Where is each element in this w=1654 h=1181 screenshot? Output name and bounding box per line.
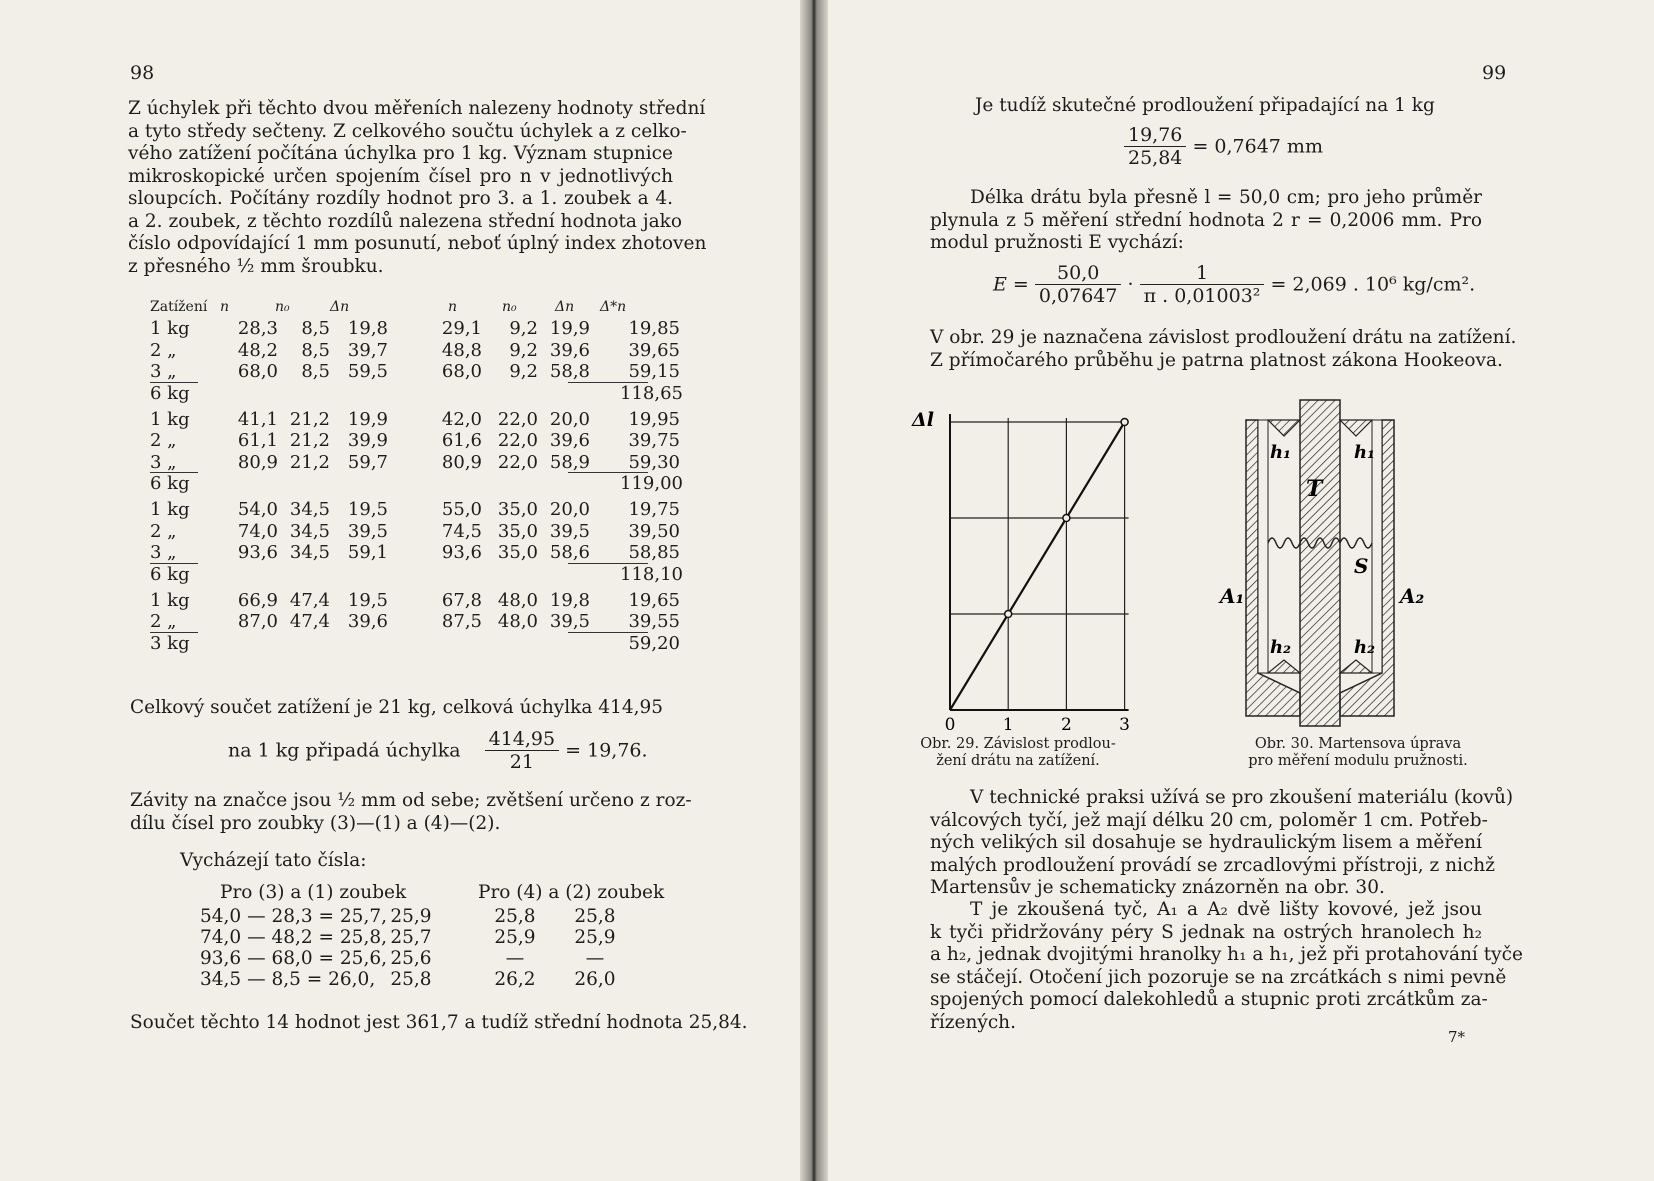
table-cell: 19,9 (347, 408, 388, 430)
fraction-denominator: π . 0,01003² (1143, 285, 1261, 307)
table-header-cell: n₀ (502, 299, 517, 315)
text-line: řízených. (930, 1011, 1016, 1033)
table-cell: 39,5 (549, 520, 590, 542)
text-line: a tyto středy sečteny. Z celkového součtu úchylek a z celko- (128, 120, 687, 142)
table-header-cell: Δn (330, 299, 350, 315)
table-cell: 19,5 (347, 589, 388, 611)
table-cell: 35,0 (497, 542, 538, 563)
figure-30-diagram (1218, 398, 1438, 728)
table-cell: 55,0 (441, 499, 482, 520)
threads-paragraph (130, 790, 692, 835)
table-cell: 59,1 (347, 542, 388, 563)
table-cell: 93,6 (237, 542, 278, 563)
diff-header: Pro (3) a (1) zoubek (220, 882, 407, 903)
per-kg-result: = 19,76. (565, 739, 648, 762)
table-cell: 34,5 (289, 542, 330, 563)
elongation-line (975, 95, 1435, 118)
table-total-value: 118,65 (620, 382, 683, 404)
table-header-cell: n (220, 299, 230, 315)
table-cell: 2 „ (150, 520, 177, 542)
table-cell: 1 kg (150, 499, 190, 520)
table-cell: 21,2 (289, 408, 330, 430)
text-line: plynula z 5 měření střední hodnota 2 r = 0,2006 mm. Pro (930, 209, 1482, 231)
table-cell: 61,6 (441, 430, 482, 451)
apparatus-paragraph (930, 899, 1523, 1034)
table-cell: 80,9 (441, 451, 482, 473)
table-total-label: 3 kg (150, 632, 190, 654)
table-cell: 68,0 (441, 361, 482, 382)
table-cell: 34,5 (289, 499, 330, 520)
table-cell: 48,2 (237, 339, 278, 361)
table-cell: 39,5 (549, 611, 590, 632)
table-total-row (150, 473, 685, 495)
data-point (1121, 419, 1128, 426)
table-cell: 48,8 (441, 339, 482, 361)
fraction-numerator: 414,95 (485, 728, 559, 751)
caption-line: žení drátu na zatížení. (936, 753, 1100, 769)
diff-cell: 25,8 (574, 906, 616, 927)
table-cell: 19,8 (347, 318, 388, 339)
table-cell: 80,9 (237, 451, 278, 473)
table-cell: 39,7 (347, 339, 388, 361)
table-cell: 67,8 (441, 589, 482, 611)
diff-header: Pro (4) a (2) zoubek (478, 882, 665, 903)
text-line: spojených pomocí dalekohledů a stupnic proti zrcátkům za- (930, 989, 1488, 1010)
label-s: S (1354, 554, 1369, 578)
table-cell: 8,5 (301, 318, 330, 339)
diff-cell: 74,0 — 48,2 = 25,8, (200, 927, 387, 948)
table-cell: 20,0 (549, 499, 590, 520)
table-cell: 28,3 (237, 318, 278, 339)
table-cell: 34,5 (289, 520, 330, 542)
data-point (1005, 611, 1012, 618)
table-cell: 59,15 (628, 361, 680, 382)
prism-h2-right (1340, 660, 1372, 673)
text-line: V obr. 29 je naznačena závislost prodloužení drátu na zatížení. (930, 327, 1517, 348)
y-axis-label: Δl (912, 409, 934, 431)
diff-cell: 34,5 — 8,5 = 26,0, (200, 969, 376, 990)
modulus-formula (993, 262, 1475, 307)
diff-cell: 26,2 (494, 969, 536, 990)
text-line: vého zatížení počítána úchylka pro 1 kg. Význam stupnice (128, 143, 673, 164)
label-h1-right: h₁ (1354, 442, 1375, 463)
table-cell: 39,50 (628, 520, 680, 542)
diff-cell: 25,6 (390, 948, 432, 969)
diff-cell: 54,0 — 28,3 = 25,7, (200, 906, 387, 927)
caption-line: pro měření modulu pružnosti. (1248, 753, 1468, 769)
table-total-value: 119,00 (620, 473, 683, 494)
table-cell: 68,0 (237, 361, 278, 382)
fraction-numerator: 1 (1140, 262, 1265, 285)
table-cell: 42,0 (441, 408, 482, 430)
text-line: z přesného ½ mm šroubku. (128, 255, 384, 277)
signature-mark: 7* (1448, 1028, 1466, 1046)
table-cell: 39,65 (628, 339, 680, 361)
numbers-intro (180, 850, 366, 873)
per-kg-formula (228, 728, 648, 773)
table-cell: 19,75 (628, 499, 680, 520)
table-cell: 54,0 (237, 499, 278, 520)
label-h1-left: h₁ (1270, 442, 1291, 463)
fraction-numerator: 50,0 (1035, 262, 1122, 285)
text-line: modul pružnosti E vychází: (930, 232, 1184, 253)
practice-paragraph (930, 787, 1514, 900)
text-line: číslo odpovídající 1 mm posunutí, neboť úplný index zhotoven (128, 233, 707, 254)
table-cell: 39,5 (347, 520, 388, 542)
table-cell: 1 kg (150, 589, 190, 611)
table-row (150, 318, 685, 340)
page-number-right: 99 (1482, 62, 1507, 84)
table-cell: 61,1 (237, 430, 278, 451)
text-line: a 2. zoubek, z těchto rozdílů nalezena střední hodnota jako (128, 210, 682, 232)
label-a1: A₁ (1220, 584, 1245, 608)
intro-paragraph (128, 98, 707, 278)
prism-h2-left (1268, 660, 1300, 673)
prism-h1-right (1340, 420, 1372, 436)
caption-line: Obr. 30. Martensova úprava (1254, 736, 1462, 752)
diff-cell: 25,9 (390, 906, 432, 927)
table-cell: 87,5 (441, 611, 482, 632)
table-cell: 48,0 (497, 611, 538, 632)
table-cell: 1 kg (150, 408, 190, 430)
book-gutter (800, 0, 828, 1181)
table-row (150, 409, 685, 431)
table-row (150, 590, 685, 612)
figure-29-caption (908, 736, 1128, 770)
text-line: malých prodloužení provádí se zrcadlovými přístroji, z nichž (930, 854, 1495, 876)
table-cell: 48,0 (497, 589, 538, 611)
table-total-label: 6 kg (150, 382, 190, 404)
formula-result: = 2,069 . 10⁶ kg/cm². (1270, 273, 1476, 296)
table-cell: 9,2 (509, 339, 538, 361)
text-line: sloupcích. Počítány rozdíly hodnot pro 3. a 1. zoubek a 4. (128, 188, 673, 209)
formula-dot: · (1127, 273, 1134, 296)
label-h2-left: h₂ (1270, 637, 1291, 658)
table-row (150, 361, 685, 383)
table-cell: 1 kg (150, 318, 190, 339)
per-kg-fraction (485, 728, 559, 773)
text-line: dílu čísel pro zoubky (3)—(1) a (4)—(2). (130, 812, 501, 834)
sum-line (130, 697, 675, 720)
x-tick-label: 1 (1002, 715, 1014, 735)
table-header-cell: Δn (555, 299, 575, 315)
x-tick-label: 3 (1119, 715, 1131, 735)
final-line (130, 1012, 748, 1035)
table-cell: 59,7 (347, 451, 388, 473)
table-total-value: 59,20 (628, 632, 680, 654)
table-row (150, 542, 685, 564)
elong-result: = 0,7647 mm (1192, 135, 1323, 158)
caption-line: Obr. 29. Závislost prodlou- (920, 736, 1116, 752)
table-row (150, 430, 685, 452)
table-cell: 21,2 (289, 451, 330, 473)
table-cell: 21,2 (289, 430, 330, 451)
text-line: Součet těchto 14 hodnot jest 361,7 a tudíž střední hodnota 25,84. (130, 1012, 748, 1033)
table-cell: 19,5 (347, 499, 388, 520)
text-line: Z úchylek při těchto dvou měřeních nalezeny hodnoty střední (128, 98, 706, 119)
diff-cell: 93,6 — 68,0 = 25,6, (200, 948, 387, 969)
text-line: V technické praksi užívá se pro zkoušení materiálu (kovů) (970, 787, 1514, 808)
table-cell: 39,6 (549, 430, 590, 451)
figure-intro-paragraph (930, 327, 1517, 372)
text-line: ných velikých sil dosahuje se hydraulickým lisem a měření (930, 832, 1482, 853)
table-cell: 19,85 (628, 318, 680, 339)
data-line (950, 422, 1125, 710)
table-row (150, 340, 685, 362)
table-cell: 19,65 (628, 589, 680, 611)
table-cell: 22,0 (497, 430, 538, 451)
table-cell: 39,55 (628, 611, 680, 632)
rod-t (1300, 400, 1340, 726)
table-cell: 3 „ (150, 451, 177, 473)
table-total-label: 6 kg (150, 473, 190, 494)
fraction-denominator: 25,84 (1128, 147, 1183, 169)
left-page (0, 0, 812, 1181)
table-cell: 66,9 (237, 589, 278, 611)
label-a2: A₂ (1400, 584, 1425, 608)
table-header-row (150, 296, 685, 318)
table-total-row (150, 383, 685, 405)
table-cell: 58,6 (549, 542, 590, 563)
table-row (150, 452, 685, 474)
diff-cell: 25,9 (494, 927, 536, 948)
text-line: T je zkoušená tyč, A₁ a A₂ dvě lišty kovové, jež jsou (970, 899, 1482, 920)
table-cell: 58,9 (549, 451, 590, 473)
table-cell: 35,0 (497, 520, 538, 542)
table-cell: 2 „ (150, 611, 177, 632)
table-total-value: 118,10 (620, 563, 683, 585)
text-line: Martensův je schematicky znázorněn na obr. 30. (930, 877, 1385, 898)
prism-h1-left (1268, 420, 1300, 436)
diff-cell: 25,8 (390, 969, 432, 990)
text-line: Celkový součet zatížení je 21 kg, celková úchylka 414,95 (130, 697, 664, 718)
text-line: k tyči přidržovány péry S jednak na ostrých hranolech h₂ (930, 921, 1482, 943)
text-line: Je tudíž skutečné prodloužení připadající na 1 kg (975, 95, 1435, 116)
data-point (1063, 515, 1070, 522)
table-cell: 93,6 (441, 542, 482, 563)
table-header-cell: n₀ (275, 299, 290, 315)
table-cell: 19,9 (549, 318, 590, 339)
fraction-numerator: 19,76 (1124, 124, 1186, 147)
formula-fraction-1 (1035, 262, 1122, 307)
figure-29-chart (910, 395, 1150, 740)
table-cell: 74,5 (441, 520, 482, 542)
table-cell: 47,4 (289, 589, 330, 611)
table-row (150, 521, 685, 543)
table-cell: 2 „ (150, 339, 177, 361)
table-cell: 58,8 (549, 361, 590, 382)
diff-cell: 25,7 (390, 927, 432, 948)
table-cell: 58,85 (628, 542, 680, 563)
table-cell: 2 „ (150, 430, 177, 451)
table-cell: 19,8 (549, 589, 590, 611)
text-line: Délka drátu byla přesně l = 50,0 cm; pro jeho průměr (970, 187, 1482, 208)
table-cell: 39,6 (549, 339, 590, 361)
fraction-denominator: 0,07647 (1038, 285, 1118, 307)
table-cell: 59,30 (628, 451, 680, 473)
table-cell: 8,5 (301, 339, 330, 361)
table-cell: 22,0 (497, 408, 538, 430)
table-header-cell: n (448, 299, 458, 315)
table-total-row (150, 564, 685, 586)
text-line: se stáčejí. Otočení jich pozoruje se na zrcátkách s nimi pevně (930, 966, 1507, 988)
x-tick-label: 0 (944, 715, 956, 735)
length-paragraph (930, 187, 1482, 255)
table-cell: 19,95 (628, 408, 680, 430)
table-cell: 20,0 (549, 408, 590, 430)
elongation-formula (1124, 124, 1323, 169)
table-cell: 39,9 (347, 430, 388, 451)
table-cell: 41,1 (237, 408, 278, 430)
diff-cell: 26,0 (574, 969, 616, 990)
text-line: a h₂, jednak dvojitými hranolky h₁ a h₁, jež při protahování tyče (930, 944, 1523, 965)
label-t: T (1306, 476, 1323, 502)
table-cell: 39,6 (347, 611, 388, 632)
diff-cell: 25,9 (574, 927, 616, 948)
table-cell: 22,0 (497, 451, 538, 473)
fraction-denominator: 21 (509, 751, 534, 773)
text-line: Závity na značce jsou ½ mm od sebe; zvětšení určeno z roz- (130, 790, 692, 811)
diff-cell: 25,8 (494, 906, 536, 927)
table-cell: 47,4 (289, 611, 330, 632)
x-tick-label: 2 (1060, 715, 1072, 735)
formula-lhs: E = (993, 273, 1029, 296)
text-line: mikroskopické určen spojením čísel pro n v jednotlivých (128, 165, 673, 187)
table-cell: 35,0 (497, 499, 538, 520)
table-total-row (150, 633, 685, 655)
page-number-left: 98 (130, 62, 155, 84)
table-header-cell: Zatížení (150, 299, 208, 315)
text-line: Vycházejí tato čísla: (180, 850, 367, 871)
text-line: Z přímočarého průběhu je patrna platnost zákona Hookeova. (930, 349, 1503, 371)
figure-30-caption (1238, 736, 1478, 770)
formula-fraction-2 (1140, 262, 1265, 307)
table-cell: 3 „ (150, 542, 177, 563)
table-total-label: 6 kg (150, 563, 190, 585)
table-row (150, 611, 685, 633)
table-row (150, 499, 685, 521)
table-header-cell: Δ*n (600, 299, 627, 315)
elong-fraction (1124, 124, 1186, 169)
table-cell: 9,2 (509, 361, 538, 382)
diff-cell: — (505, 948, 525, 969)
text-line: válcových tyčí, jež mají délku 20 cm, poloměr 1 cm. Potřeb- (930, 809, 1488, 831)
table-cell: 9,2 (509, 318, 538, 339)
right-page (818, 0, 1654, 1181)
table-cell: 39,75 (628, 430, 680, 451)
label-h2-right: h₂ (1354, 637, 1375, 658)
diff-cell: — (585, 948, 605, 969)
table-cell: 3 „ (150, 361, 177, 382)
table-cell: 8,5 (301, 361, 330, 382)
table-cell: 59,5 (347, 361, 388, 382)
table-cell: 74,0 (237, 520, 278, 542)
table-cell: 29,1 (441, 318, 482, 339)
per-kg-text: na 1 kg připadá úchylka (228, 739, 461, 762)
table-cell: 87,0 (237, 611, 278, 632)
